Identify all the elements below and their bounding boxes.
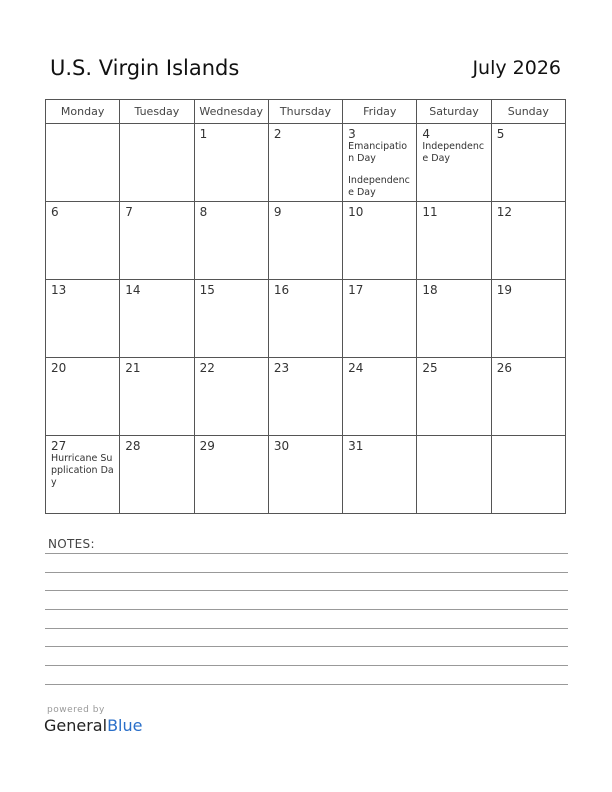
weekday-header: Wednesday — [194, 100, 268, 124]
day-cell — [491, 202, 565, 280]
day-cell — [343, 280, 417, 358]
holiday-event: Independence Day — [348, 175, 410, 198]
notes-label: NOTES: — [48, 537, 95, 551]
day-cell — [268, 280, 342, 358]
day-number: 6 — [51, 205, 59, 219]
weekday-header: Thursday — [268, 100, 342, 124]
calendar-grid — [45, 99, 566, 514]
day-cell — [343, 202, 417, 280]
day-cell — [343, 358, 417, 436]
empty-day-cell — [491, 436, 565, 514]
powered-by-label: powered by — [47, 705, 105, 715]
holiday-event: Emancipation Day — [348, 141, 408, 164]
notes-line — [45, 553, 568, 554]
holiday-event: Independence Day — [422, 141, 485, 164]
day-cell — [268, 358, 342, 436]
week-row — [46, 436, 566, 514]
day-cell — [417, 202, 491, 280]
notes-line — [45, 646, 568, 647]
day-number: 7 — [125, 205, 133, 219]
notes-line — [45, 572, 568, 573]
day-number: 29 — [199, 439, 215, 453]
day-number: 16 — [273, 283, 290, 297]
holiday-event: Hurricane Supplication Day — [51, 453, 114, 488]
day-number: 20 — [51, 361, 67, 375]
day-cell — [343, 436, 417, 514]
day-cell — [343, 124, 417, 202]
day-cell — [46, 280, 120, 358]
week-row — [46, 202, 566, 280]
day-cell — [194, 280, 268, 358]
calendar-title: U.S. Virgin Islands — [50, 56, 240, 80]
day-cell — [120, 358, 194, 436]
day-number: 8 — [199, 205, 208, 219]
notes-line — [45, 609, 568, 610]
day-number: 27 — [51, 439, 67, 453]
day-cell — [491, 358, 565, 436]
day-number: 26 — [496, 361, 512, 375]
weekday-header: Monday — [46, 100, 120, 124]
day-cell — [268, 124, 342, 202]
weekday-header: Friday — [343, 100, 417, 124]
day-number: 17 — [348, 283, 364, 297]
day-number: 3 — [348, 127, 356, 141]
notes-line — [45, 628, 568, 629]
day-cell — [268, 202, 342, 280]
day-cell — [491, 124, 565, 202]
brand-name-accent: Blue — [107, 716, 143, 735]
day-number: 12 — [496, 205, 512, 219]
day-cell — [194, 436, 268, 514]
day-number: 10 — [348, 205, 364, 219]
empty-day-cell — [120, 124, 194, 202]
day-number: 9 — [273, 205, 282, 219]
day-number: 1 — [199, 127, 208, 141]
day-cell — [194, 124, 268, 202]
weekday-header-row — [46, 100, 566, 124]
brand-footer — [44, 705, 142, 735]
day-number: 19 — [496, 283, 512, 297]
day-cell — [120, 202, 194, 280]
day-number: 30 — [273, 439, 290, 453]
week-row — [46, 124, 566, 202]
day-number: 18 — [422, 283, 438, 297]
week-row — [46, 358, 566, 436]
day-number: 28 — [125, 439, 141, 453]
day-number: 14 — [125, 283, 141, 297]
day-cell — [46, 358, 120, 436]
weekday-header: Saturday — [417, 100, 491, 124]
day-cell — [417, 280, 491, 358]
notes-line — [45, 684, 568, 685]
day-number: 13 — [51, 283, 67, 297]
day-cell — [120, 436, 194, 514]
notes-line — [45, 590, 568, 591]
day-number: 22 — [199, 361, 215, 375]
day-number: 23 — [273, 361, 290, 375]
day-cell — [120, 280, 194, 358]
day-number: 25 — [422, 361, 438, 375]
month-label: July 2026 — [472, 57, 561, 79]
brand-logo — [44, 716, 142, 735]
day-number: 31 — [348, 439, 364, 453]
day-cell — [491, 280, 565, 358]
day-cell — [417, 124, 491, 202]
day-cell — [46, 436, 120, 514]
day-cell — [417, 358, 491, 436]
weekday-header: Sunday — [491, 100, 565, 124]
day-number: 21 — [125, 361, 141, 375]
week-row — [46, 280, 566, 358]
empty-day-cell — [417, 436, 491, 514]
notes-line — [45, 665, 568, 666]
day-cell — [194, 202, 268, 280]
day-cell — [268, 436, 342, 514]
day-number: 2 — [273, 127, 282, 141]
day-number: 4 — [422, 127, 431, 141]
day-cell — [194, 358, 268, 436]
brand-name-main: General — [44, 716, 108, 735]
day-number: 15 — [199, 283, 215, 297]
day-cell — [46, 202, 120, 280]
weekday-header: Tuesday — [120, 100, 194, 124]
day-number: 11 — [422, 205, 438, 219]
day-number: 24 — [348, 361, 364, 375]
day-number: 5 — [496, 127, 505, 141]
empty-day-cell — [46, 124, 120, 202]
